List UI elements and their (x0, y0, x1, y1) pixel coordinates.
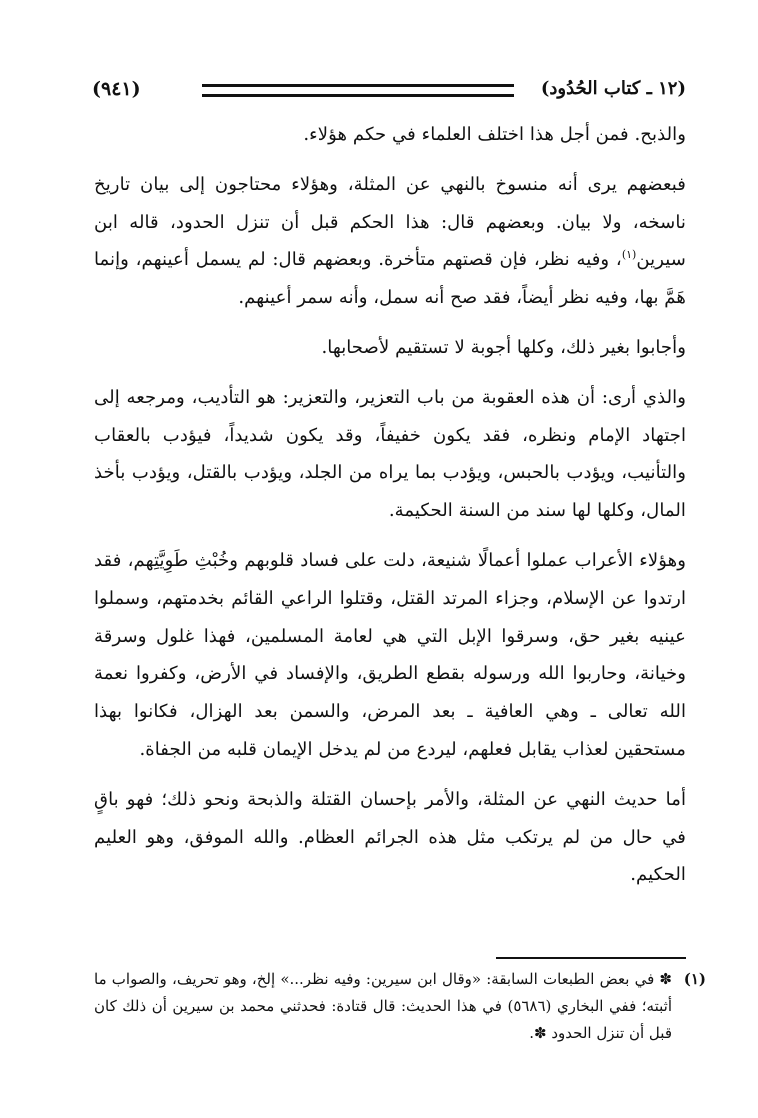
paragraph: وهؤلاء الأعراب عملوا أعمالًا شنيعة، دلت على فساد قلوبهم وخُبْثِ طَوِيَّتِهم، فقد ارتدوا عن الإسلام، وجزاء المرتد القتل، وقتلوا الراعي القائم بخدمتهم، وسملوا عينيه بغير حق، وسرقوا الإبل التي هي لعامة المسلمين، فهذا غلول وسرقة وخيانة، وحاربوا الله ورسوله بقطع الطريق، والإفساد في الأرض، وكفروا نعمة الله تعالى ـ وهي العافية ـ بعد المرض، والسمن بعد الهزال، فكانوا بهذا مستحقين لعذاب يقابل فعلهم، ليردع من لم يدخل الإيمان قلبه من الجفاة. (94, 549, 686, 760)
paragraph: أما حديث النهي عن المثلة، والأمر بإحسان القتلة والذبحة ونحو ذلك؛ فهو باقٍ في حال من لم يرتكب مثل هذه الجرائم العظام. والله الموفق، وهو العليم الحكيم. (94, 788, 686, 886)
page-header (92, 76, 686, 102)
paragraph: والذي أرى: أن هذه العقوبة من باب التعزير، والتعزير: هو التأديب، ومرجعه إلى اجتهاد الإمام ونظره، فقد يكون خفيفاً، وقد يكون شديداً، فيؤدب بالعقاب والتأنيب، ويؤدب بالحبس، ويؤدب بما يراه من الجلد، ويؤدب بالقتل، ويؤدب بأخذ المال، وكلها لها سند من السنة الحكيمة. (94, 386, 686, 522)
footnote-reference[interactable]: (١) (621, 248, 637, 262)
paragraph: والذبح. فمن أجل هذا اختلف العلماء في حكم هؤلاء. (303, 124, 686, 145)
footnote-number: (١) (683, 970, 706, 988)
footnote (94, 966, 706, 1047)
footnote-text: ✽ في بعض الطبعات السابقة: «وقال ابن سيرين: وفيه نظر...» إلخ، وهو تحريف، والصواب ما أثبته؛ ففي البخاري (٥٦٨٦) في هذا الحديث: قال قتادة: فحدثني محمد بن سيرين أن ذلك كان قبل أن تنزل الحدود ✽. (94, 970, 672, 1042)
header-rule (202, 84, 514, 97)
paragraph-text: فبعضهم يرى أنه منسوخ بالنهي عن المثلة، وهؤلاء محتاجون إلى بيان تاريخ ناسخه، ولا بيان. وبعضهم قال: هذا الحكم قبل أن تنزل الحدود، قاله ابن سيرين (94, 173, 686, 271)
footnote-separator (496, 957, 686, 959)
paragraph-text: ، وفيه نظر، فإن قصتهم متأخرة. وبعضهم قال: لم يسمل أعينهم، وإنما هَمَّ بها، وفيه نظر أيضاً، فقد صح أنه سمل، وأنه سمر أعينهم. (94, 249, 686, 309)
main-text (94, 116, 686, 906)
paragraph: وأجابوا بغير ذلك، وكلها أجوبة لا تستقيم لأصحابها. (321, 336, 686, 358)
paragraph (94, 166, 686, 317)
page-number: (٩٤١) (92, 78, 141, 100)
chapter-title: (١٢ ـ كتاب الحُدُود) (540, 78, 686, 99)
